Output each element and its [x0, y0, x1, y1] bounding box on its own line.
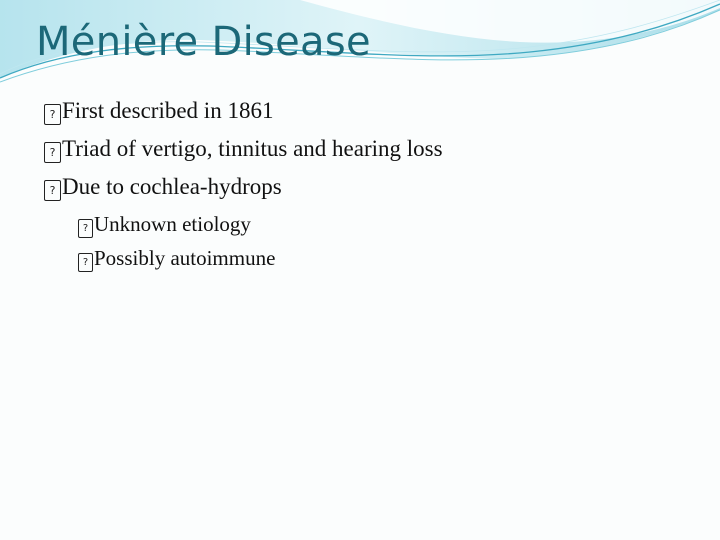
bullet-text: Due to cochlea-hydrops [62, 174, 282, 199]
missing-glyph-icon: ? [44, 142, 61, 163]
sub-bullet-item [78, 212, 443, 246]
bullet-item [44, 136, 443, 174]
missing-glyph-icon: ? [78, 253, 93, 272]
sub-bullet-item [78, 246, 443, 280]
missing-glyph-icon: ? [44, 180, 61, 201]
bullet-text: First described in 1861 [62, 98, 274, 123]
bullet-list [44, 98, 443, 280]
missing-glyph-icon: ? [78, 219, 93, 238]
sub-bullet-text: Unknown etiology [94, 212, 251, 236]
bullet-item [44, 98, 443, 136]
missing-glyph-icon: ? [44, 104, 61, 125]
bullet-text: Triad of vertigo, tinnitus and hearing loss [62, 136, 443, 161]
sub-bullet-text: Possibly autoimmune [94, 246, 276, 270]
slide-title: Ménière Disease [36, 19, 371, 65]
bullet-item [44, 174, 443, 212]
